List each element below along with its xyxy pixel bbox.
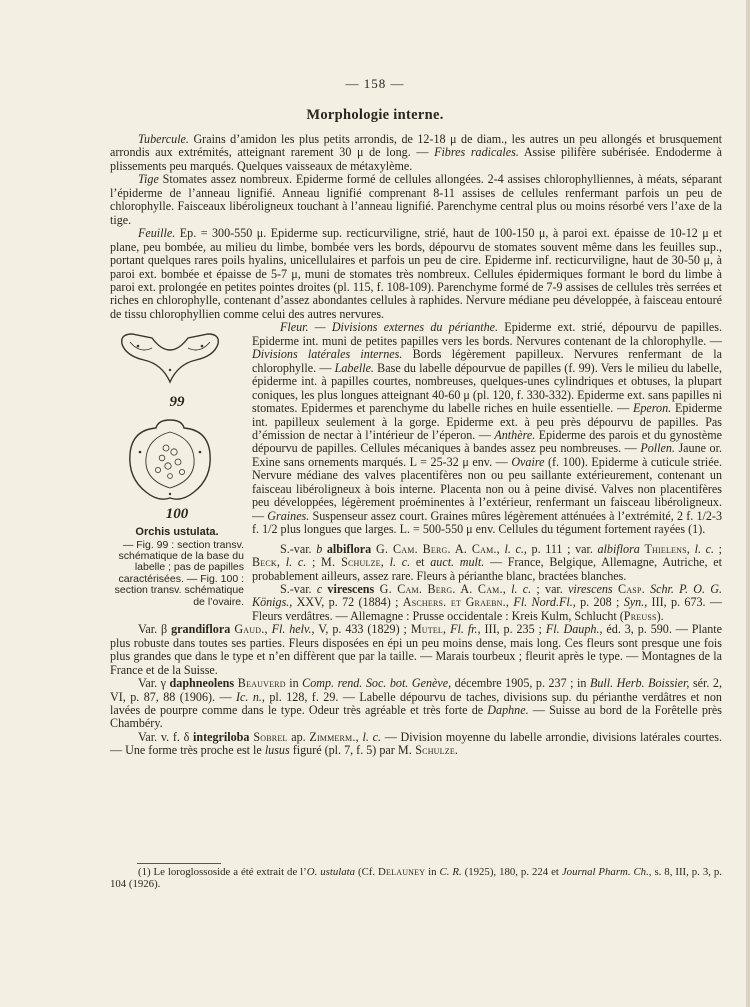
run: C. R.	[439, 866, 462, 878]
run: Preuss	[623, 608, 657, 623]
run: pl. 128, f. 29. — Labelle dépourvu de taches, divisions sup. du périanthe verdâtres et non lavées de pourpre comme dans le type. Odeur très agréable et très forte de	[110, 689, 722, 718]
run: décembre 1905, p. 237 ; in	[451, 676, 590, 691]
run: Graines.	[267, 508, 310, 523]
run: p. 208 ;	[575, 595, 624, 610]
paragraph-integriloba	[110, 731, 722, 758]
run: Feuille.	[138, 226, 176, 241]
run: Fleur. — Divisions externes du périanthe.	[280, 320, 499, 335]
run: Grains d’amidon les plus petits arrondis, de 12-18 μ de diam., les autres un peu allongés et brusquement arrondis aux extrémités, atteignant rarement 30 μ de long. —	[110, 132, 722, 160]
run: XXV, p. 72 (1884) ;	[292, 595, 403, 610]
run: Journal Pharm. Ch.,	[561, 866, 652, 878]
run: Fl. fr.,	[446, 622, 481, 637]
run: Beauverd	[234, 676, 286, 691]
run: Fl. Dauph.,	[545, 622, 603, 637]
caption-text: — Fig. 99 : section transv. schématique de la base du labelle ; pas de papilles caractérisées. — Fig. 100 : section transv. schématique de l’ovaire.	[114, 538, 244, 608]
run: in	[285, 676, 303, 691]
run: Sobrel	[249, 729, 288, 744]
run: Casp.	[612, 581, 645, 596]
run: albiflora	[597, 541, 640, 556]
run: Fl. helv.,	[267, 622, 315, 637]
run: Thielens,	[639, 541, 690, 556]
run: O. ustulata	[306, 866, 356, 878]
run: Mutel,	[410, 622, 447, 637]
run: l. c.	[690, 541, 715, 556]
run: sér. 2, VI, p. 87, 88 (1906). —	[110, 676, 722, 704]
run: Var. γ	[138, 676, 170, 691]
page-number: — 158 —	[345, 76, 405, 91]
run: Syn.,	[623, 595, 648, 610]
run: G. Cam. Berg. A. Cam.,	[374, 581, 506, 596]
run: ap.	[287, 729, 310, 744]
section-heading: Morphologie interne.	[306, 107, 444, 123]
run: ).	[656, 608, 664, 623]
run: (1) Le loroglossoside a été extrait de l’	[138, 866, 307, 878]
run: — Suisse au bord de la Forêtelle près Chambéry.	[110, 703, 722, 731]
caption-title: Orchis ustulata.	[135, 526, 219, 539]
fig-100-number: 100	[165, 505, 189, 522]
run: éd. 3, p. 590. — Plante plus robuste dans toutes ses parties. Fleurs disposées en épi un peu moins dense, mais long. Ces fleurs sont presque une fois plus grandes que dans le type et n’en diffèrent que par la taille. — Marais tourbeux ; fleurit après le type. — Montagnes de la France et de la Suisse.	[110, 622, 723, 677]
run: Ep. = 300-550 μ. Epiderme sup. recticurviligne, strié, haut de 100-150 μ, à paroi ext. épaisse de 10-12 μ et plane, peu bombée, au milieu du limbe, bombée vers les bords, dépourvu de stomates souvent même dans les feuilles sup., portant quelques rares poils hyalins, unicellulaires et parfois un peu de cire. Epiderme inf. recticurviligne, haut de 30-50 μ, à paroi ext. bombée et épaisse de 5-7 μ, muni de stomates très nombreux. Cellules épidermiques formant le bord du limbe à paroi ext. prolongée en petites pointes droites (pl. 115, f. 108-109). Parenchyme formé de 7-9 assises de cellules très serrées et riches en chlorophylle, contenant d’assez abondantes cellules à raphides. Nervure médiane peu développée, à faisceau entouré de tissu chlorophyllien comme celui des autres nervures.	[110, 226, 722, 321]
run: V, p. 433 (1829) ;	[314, 622, 411, 637]
run: Fibres radicales.	[434, 145, 519, 160]
run: Stomates assez nombreux. Epiderme formé de cellules allongées. 2-4 assises chlorophylliennes, à méats, séparant l’épiderme de l’anneau lignifié. Anneau lignifié comprenant 8-11 assises de cellules renfermant parfois un peu de chlorophylle. Faisceaux libéroligneux touchant à l’anneau lignifié. Parenchyme central plus ou moins résorbé vers l’axe de la tige.	[110, 172, 722, 227]
run: Divisions latérales internes.	[252, 347, 403, 362]
run: Tige	[138, 172, 159, 187]
run: ;	[714, 541, 723, 556]
run: c	[316, 581, 323, 596]
run: ; var.	[531, 581, 569, 596]
paragraph-tige	[110, 173, 722, 227]
run: Aschers. et Graebn.,	[402, 595, 510, 610]
run: lusus	[264, 743, 290, 758]
run: in	[425, 866, 440, 878]
run: M. Schulze,	[321, 555, 384, 570]
run: — France, Belgique, Allemagne, Autriche, et probablement ailleurs, assez rare. Fleurs à périanthe blanc, bractées blanches.	[252, 555, 722, 583]
run: Bords légèrement papilleux. Nervures renfermant de la chlorophylle. —	[252, 347, 722, 375]
run: Epiderme ext. strié, dépourvu de papilles. Epiderme int. muni de petites papilles vers les bords. Nervures contenant de la chlorophylle. —	[252, 320, 722, 348]
run: integriloba	[193, 729, 250, 744]
run: Tubercule.	[138, 132, 189, 146]
figure-orchis-ustulata	[110, 324, 244, 608]
run: (1925), 180, p. 224 et	[461, 866, 562, 878]
run: Beck,	[252, 555, 281, 570]
run: (Cf.	[355, 866, 379, 878]
run: Anthère.	[494, 427, 536, 442]
footnote-rule	[137, 863, 221, 864]
run: Base du labelle dépourvue de papilles (f. 99). Vers le milieu du labelle, épiderme int. à papilles courtes, nombreuses, quelques-unes cylindriques et obtuses, la plupart coniques, les plus longues atteignant 40-60 μ (pl. 120, f. 330-332). Epiderme ext. sans papilles ni stomates. Epidermes et parenchyme du labelle riches en huile essentielle. —	[252, 360, 722, 416]
run: Schr. P. O. G. Königs.,	[252, 581, 722, 610]
run: l. c.	[358, 729, 382, 744]
run: l. c.,	[499, 541, 527, 556]
main-text	[110, 133, 722, 758]
run: Var. v. f. δ	[138, 729, 193, 744]
run: S.-var.	[280, 581, 317, 596]
run: G. Cam. Berg. A. Cam.,	[371, 541, 500, 556]
run: (f. 100). Epiderme à cuticule striée. Nervure médiane des valves placentifères non ou peu saillante extérieurement, contenant un faisceau libéroligneux à bois interne. Placenta non ou à peine divisé. Valves non placentifères peu développées, légèrement proéminentes à l’extérieur, renfermant un faisceau libéroligneux. —	[252, 454, 722, 523]
run: et	[410, 555, 431, 570]
run: Bull. Herb. Boissier,	[589, 676, 690, 691]
run: grandiflora	[171, 622, 231, 637]
run: auct. mult.	[430, 555, 485, 570]
footnote	[110, 866, 722, 890]
fig-99-number: 99	[169, 394, 185, 411]
paragraph-daphneolens	[110, 677, 722, 731]
run: virescens	[568, 581, 613, 596]
run: Pollen.	[640, 441, 675, 456]
run: virescens	[322, 581, 375, 596]
run: p. 111 ; var.	[526, 541, 598, 556]
run: Zimmerm.,	[309, 729, 359, 744]
run: Daphne.	[487, 703, 529, 718]
run: Epiderme int. papilleux seulement à la gorge. Epiderme ext. à peu près dépourvu de papilles. Pas d’émission de nectar à l’intérieur de l’éperon. —	[252, 401, 722, 442]
run: ;	[306, 555, 321, 570]
run: l. c.	[383, 555, 411, 570]
run: daphneolens	[169, 676, 235, 691]
run: — Division moyenne du labelle arrondie, divisions latérales courtes. — Une forme très proche est le	[110, 729, 722, 758]
run: Delauney	[378, 866, 426, 878]
figure-caption	[110, 527, 244, 608]
run: figuré (pl. 7, f. 5) par	[289, 743, 398, 758]
run: Fl. Nord.Fl.,	[509, 595, 576, 610]
paragraph-feuille	[110, 227, 722, 321]
run: Ic. n.,	[235, 689, 265, 704]
run: Suspenseur assez court. Graines mûres légèrement atténuées à l’extrémité, 2 f. 1/2-3 f. 1/2 plus longues que larges. L. = 500-550 μ env. Cellules du tégument fortement rayées (1).	[252, 508, 722, 537]
run: Jaune or. Exine sans ornements marqués. L = 25-32 μ env. —	[252, 441, 722, 469]
run: Assise pilifère subérisée. Endoderme à plissements peu marqués. Quelques vaisseaux de métaxylème.	[110, 145, 722, 173]
paragraph-tubercule	[110, 133, 722, 173]
run: s. 8, III, p. 3, p. 104 (1926).	[110, 866, 722, 890]
run: Eperon.	[632, 401, 672, 416]
fig-100-drawing	[110, 412, 230, 508]
run: M. Schulze.	[397, 743, 459, 758]
run: Var. β	[138, 622, 172, 637]
run: Epiderme des parois et du gynostème dépourvu de papilles. Cellules mécaniques à bandes assez peu nombreuses. —	[252, 427, 722, 456]
run: albiflora	[322, 541, 372, 556]
run: Ovaire	[511, 454, 545, 469]
run: l. c.	[505, 581, 532, 596]
run: III, p. 235 ;	[480, 622, 546, 637]
run: l. c.	[280, 555, 307, 570]
run: Labelle.	[334, 360, 374, 375]
run: S.-var.	[280, 541, 317, 556]
run: Gaud.,	[230, 622, 268, 637]
scan-edge	[746, 0, 750, 1007]
run: b	[316, 541, 323, 556]
run: Comp. rend. Soc. bot. Genève,	[302, 676, 452, 691]
paragraph-grandiflora	[110, 623, 722, 677]
run: III, p. 673. — Fleurs verdâtres. — Allemagne : Prusse occidentale : Kreis Kulm, Schlucht (	[252, 595, 722, 623]
fig-99-drawing	[110, 324, 230, 396]
